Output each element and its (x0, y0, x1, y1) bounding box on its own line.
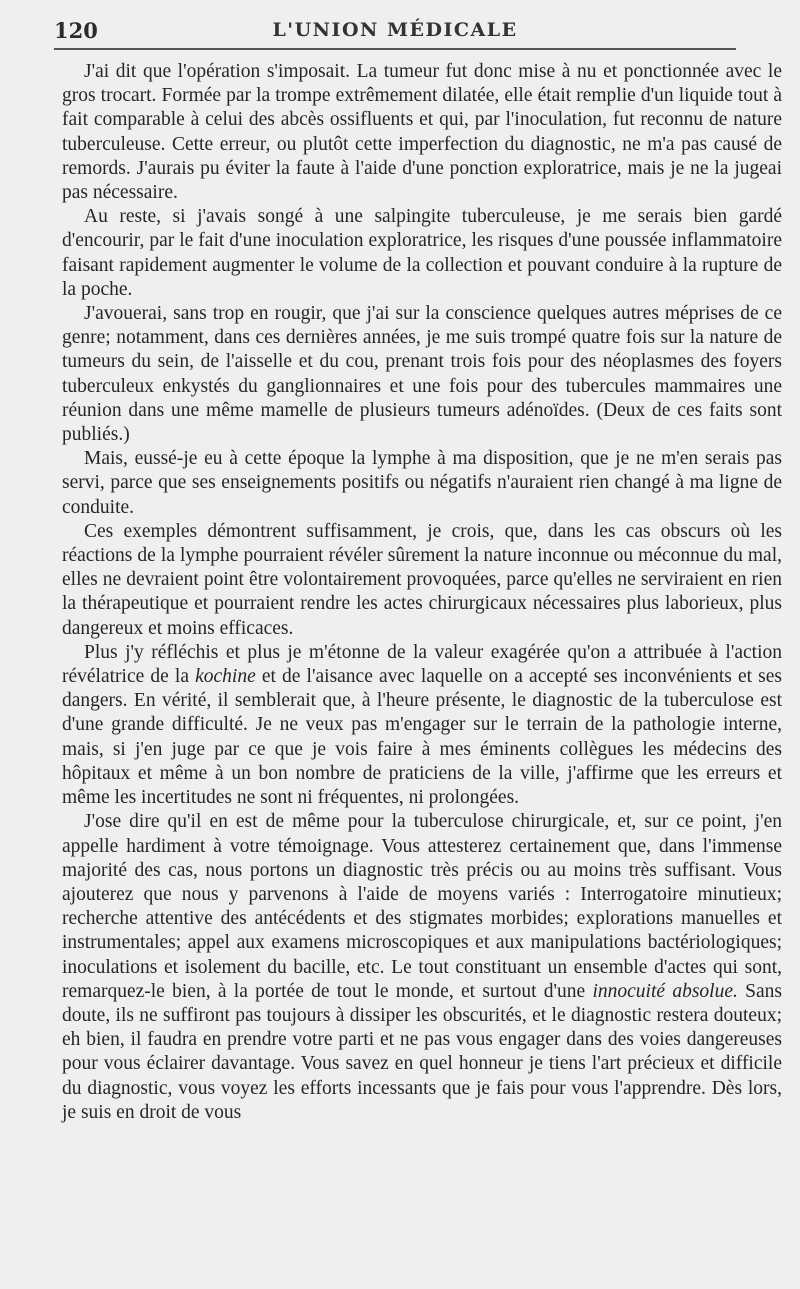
paragraph-7-part-2: Sans doute, ils ne suffiront pas toujours à dissiper les obscurités, et le diagnostic restera douteux; eh bien, il faudra en prendre votre parti et ne pas vous engager dans des voies dangereuses pour vous éclairer davantage. Vous savez en quel honneur je tiens l'art précieux et difficile du diagnostic, vous voyez les efforts incessants que je fais pour vous l'apprendre. Dès lors, je suis en droit de vous (62, 980, 782, 1123)
body-text (62, 60, 782, 1125)
page-number: 120 (54, 18, 98, 43)
header-rule (54, 48, 736, 50)
paragraph-2: Au reste, si j'avais songé à une salpingite tuberculeuse, je me serais bien gardé d'encourir, par le fait d'une inoculation exploratrice, les risques d'une poussée inflammatoire faisant rapidement augmenter le volume de la collection et pouvant conduire à la rupture de la poche. (62, 206, 782, 300)
paragraph-3: J'avouerai, sans trop en rougir, que j'ai sur la conscience quelques autres méprises de ce genre; notamment, dans ces dernières années, je me suis trompé quatre fois sur la nature de tumeurs du sein, de l'aisselle et du cou, prenant trois fois pour des néoplasmes des foyers tuberculeux enkystés du ganglionnaires et une fois pour des tubercules mammaires une réunion dans une même mamelle de plusieurs tumeurs adénoïdes. (Deux de ces faits sont publiés.) (62, 303, 782, 446)
paragraph-6-part-2: et de l'aisance avec laquelle on a accepté ses inconvénients et ses dangers. En vérité, il semblerait que, à l'heure présente, le diagnostic de la tuberculose est d'une grande difficulté. Je ne veux pas m'engager sur le terrain de la pathologie interne, mais, si j'en juge par ce que je vois faire à mes éminents collègues les médecins des hôpitaux et même à un bon nombre de praticiens de la ville, j'affirme que les erreurs et même les incertitudes ne sont ni fréquentes, ni prolongées. (62, 666, 782, 809)
paragraph-4: Mais, eussé-je eu à cette époque la lymphe à ma disposition, que je ne m'en serais pas servi, parce que ses enseignements positifs ou négatifs n'auraient rien changé à ma ligne de conduite. (62, 448, 782, 518)
paragraph-5: Ces exemples démontrent suffisamment, je crois, que, dans les cas obscurs où les réactions de la lymphe pourraient révéler sûrement la nature inconnue ou méconnue du mal, elles ne devraient point être volontairement provoquées, parce qu'elles ne serviraient en rien la thérapeutique et pourraient rendre les actes chirurgicaux nécessaires plus laborieux, plus dangereux et moins efficaces. (62, 520, 782, 639)
page-header (54, 14, 736, 46)
running-title: L'UNION MÉDICALE (272, 19, 518, 41)
innocuite-term: innocuité absolue. (592, 980, 738, 1002)
paragraph-7 (62, 810, 782, 1125)
paragraph-6 (62, 641, 782, 810)
paragraph-7-part-1: J'ose dire qu'il en est de même pour la tuberculose chirurgicale, et, sur ce point, j'en appelle hardiment à votre témoignage. Vous attesterez certainement que, dans l'immense majorité des cas, nous portons un diagnostic très précis ou au moins très suffisant. Vous ajouterez que nous y parvenons à l'aide de moyens variés : Interrogatoire minutieux; recherche attentive des antécédents et des stigmates morbides; explorations manuelles et instrumentales; appel aux examens microscopiques et aux manipulations bactériologiques; inoculations et isolement du bacille, etc. Le tout constituant un ensemble d'actes qui sont, remarquez-le bien, à la portée de tout le monde, et surtout d'une (62, 811, 782, 1002)
paragraph-1: J'ai dit que l'opération s'imposait. La tumeur fut donc mise à nu et ponctionnée avec le gros trocart. Formée par la trompe extrêmement dilatée, elle était remplie d'un liquide tout à fait comparable à celui des abcès ossifluents et qui, par l'inoculation, fut reconnu de nature tuberculeuse. Cette erreur, ou plutôt cette imperfection du diagnostic, ne m'a pas causé de remords. J'aurais pu éviter la faute à l'aide d'une ponction exploratrice, mais je ne la jugeai pas nécessaire. (62, 61, 782, 204)
paragraph-6-part-1: Plus j'y réfléchis et plus je m'étonne de la valeur exagérée qu'on a attribuée à l'action révélatrice de la (62, 641, 782, 688)
kochine-term: kochine (195, 666, 256, 688)
